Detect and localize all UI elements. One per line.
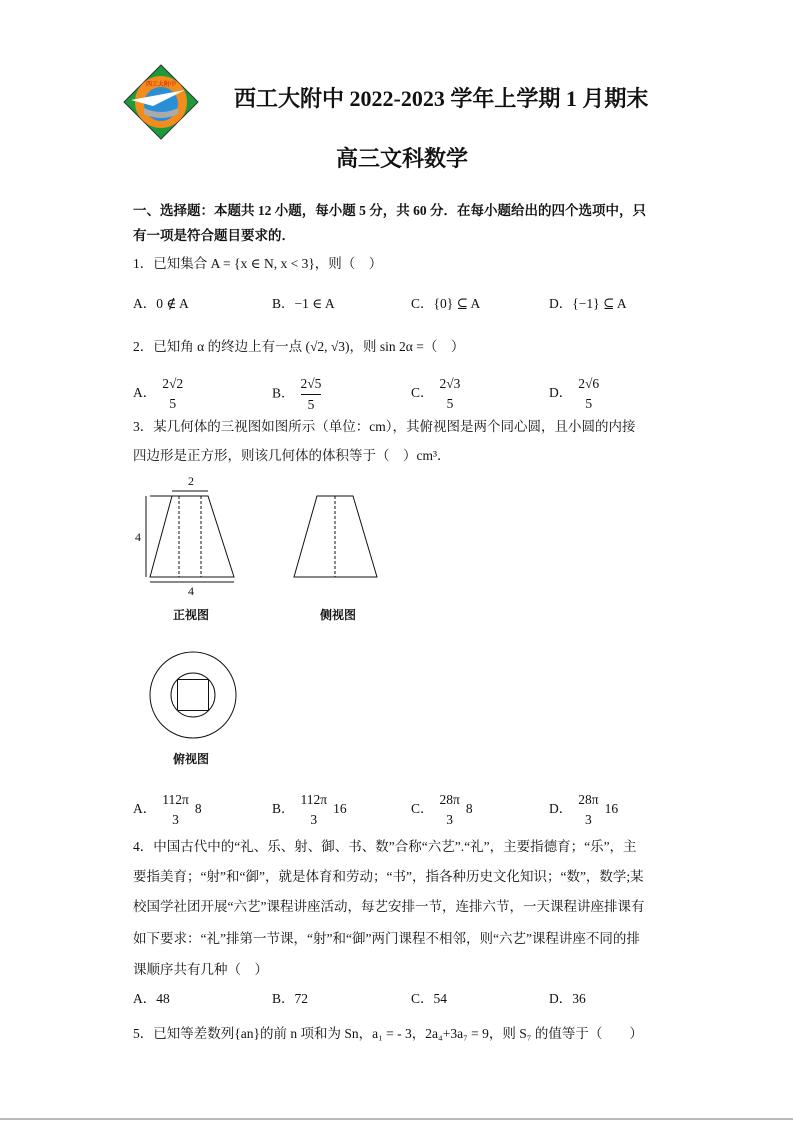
option-label: A． <box>133 385 157 401</box>
numerator: 112π <box>300 792 328 807</box>
side-view-caption: 侧视图 <box>320 608 357 622</box>
q3-option-a <box>133 790 202 830</box>
section-heading-line2: 有一项是符合题目要求的． <box>133 228 295 243</box>
denominator: 5 <box>169 396 177 411</box>
denominator: 5 <box>446 396 454 411</box>
top-view-caption: 俯视图 <box>173 752 210 766</box>
numerator: 112π <box>162 792 189 807</box>
q3-option-c <box>411 790 473 830</box>
question-3-stem-line2: 四边形是正方形，则该几何体的体积等于（ ）cm³． <box>133 448 451 463</box>
numerator: 2√5 <box>301 374 322 395</box>
numerator: 2√3 <box>439 376 461 391</box>
question-3-stem-line1: 3．某几何体的三视图如图所示（单位：cm），其俯视图是两个同心圆，且小圆的内接 <box>133 419 636 434</box>
option-label: B． <box>272 385 295 401</box>
numerator: 2√6 <box>578 376 600 391</box>
q4-option-a: A．48 <box>133 991 170 1006</box>
page-bottom-divider <box>0 1118 793 1120</box>
section-heading-line1: 一、选择题：本题共 12 小题，每小题 5 分，共 60 分．在每小题给出的四个选项中，只 <box>133 203 646 218</box>
svg-text:西工大附中: 西工大附中 <box>145 82 177 88</box>
option-label: D． <box>549 801 573 817</box>
subject-title: 高三文科数学 <box>336 146 469 171</box>
q3-option-b <box>272 790 347 830</box>
question-5-stem: 5．已知等差数列{an}的前 n 项和为 Sn，a₁ = - 3，2a₄+3a₇ = 9，则 S₇ 的值等于（ ） <box>133 1026 643 1041</box>
q1-option-d: D．{−1} ⊆ A <box>549 296 627 311</box>
option-tail: 16 <box>604 801 619 817</box>
q4-option-c: C．54 <box>411 991 448 1006</box>
option-tail: 8 <box>194 801 202 817</box>
denominator: 5 <box>307 397 315 412</box>
q2-option-a <box>133 374 189 414</box>
q2-option-c <box>411 374 466 414</box>
q4-option-d: D．36 <box>549 991 586 1006</box>
denominator: 3 <box>446 812 454 827</box>
option-label: C． <box>411 801 434 817</box>
option-label: A． <box>133 801 157 817</box>
dim-height-label: 4 <box>135 530 141 544</box>
question-4-line4: 如下要求：“礼”排第一节课，“射”和“御”两门课程不相邻，则“六艺”课程讲座不同的排 <box>133 931 640 946</box>
q2-option-d <box>549 374 605 414</box>
denominator: 3 <box>310 812 318 827</box>
dim-bottom-label: 4 <box>188 584 194 598</box>
school-logo <box>123 64 199 145</box>
option-label: C． <box>411 385 434 401</box>
question-4-line1: 4．中国古代中的“礼、乐、射、御、书、数”合称“六艺”.“礼”，主要指德育；“乐”，主 <box>133 839 637 854</box>
denominator: 5 <box>585 396 593 411</box>
question-2-stem: 2．已知角 α 的终边上有一点 (√2, √3)，则 sin 2α =（ ） <box>133 339 465 354</box>
q2-option-b <box>272 374 327 415</box>
option-label: D． <box>549 385 573 401</box>
denominator: 3 <box>585 812 592 827</box>
question-4-line3: 校国学社团开展“六艺”课程讲座活动，每艺安排一节，连排六节，一天课程讲座排课有 <box>133 899 645 914</box>
option-tail: 16 <box>333 801 347 817</box>
question-1-stem: 1．已知集合 A = {x ∈ N, x < 3}，则（ ） <box>133 256 383 271</box>
q3-option-d <box>549 790 618 830</box>
question-4-line2: 要指美育；“射”和“御”，就是体育和劳动；“书”，指各种历史文化知识；“数”，数学;某 <box>133 869 644 884</box>
side-view-figure <box>290 492 380 587</box>
numerator: 28π <box>578 792 599 807</box>
q4-option-b: B．72 <box>272 991 309 1006</box>
top-view-figure <box>148 650 238 745</box>
numerator: 28π <box>439 792 460 807</box>
question-4-line5: 课顺序共有几种（ ） <box>133 962 268 977</box>
denominator: 3 <box>172 812 179 827</box>
q1-option-a: A．0 ∉ A <box>133 296 189 311</box>
numerator: 2√2 <box>162 376 184 391</box>
dim-top-label: 2 <box>188 474 194 488</box>
front-view-caption: 正视图 <box>173 608 210 622</box>
exam-title: 西工大附中 2022-2023 学年上学期 1 月期末 <box>234 86 649 111</box>
q1-option-b: B．−1 ∈ A <box>272 296 335 311</box>
q1-option-c: C．{0} ⊆ A <box>411 296 481 311</box>
option-label: B． <box>272 801 295 817</box>
option-tail: 8 <box>465 801 473 817</box>
